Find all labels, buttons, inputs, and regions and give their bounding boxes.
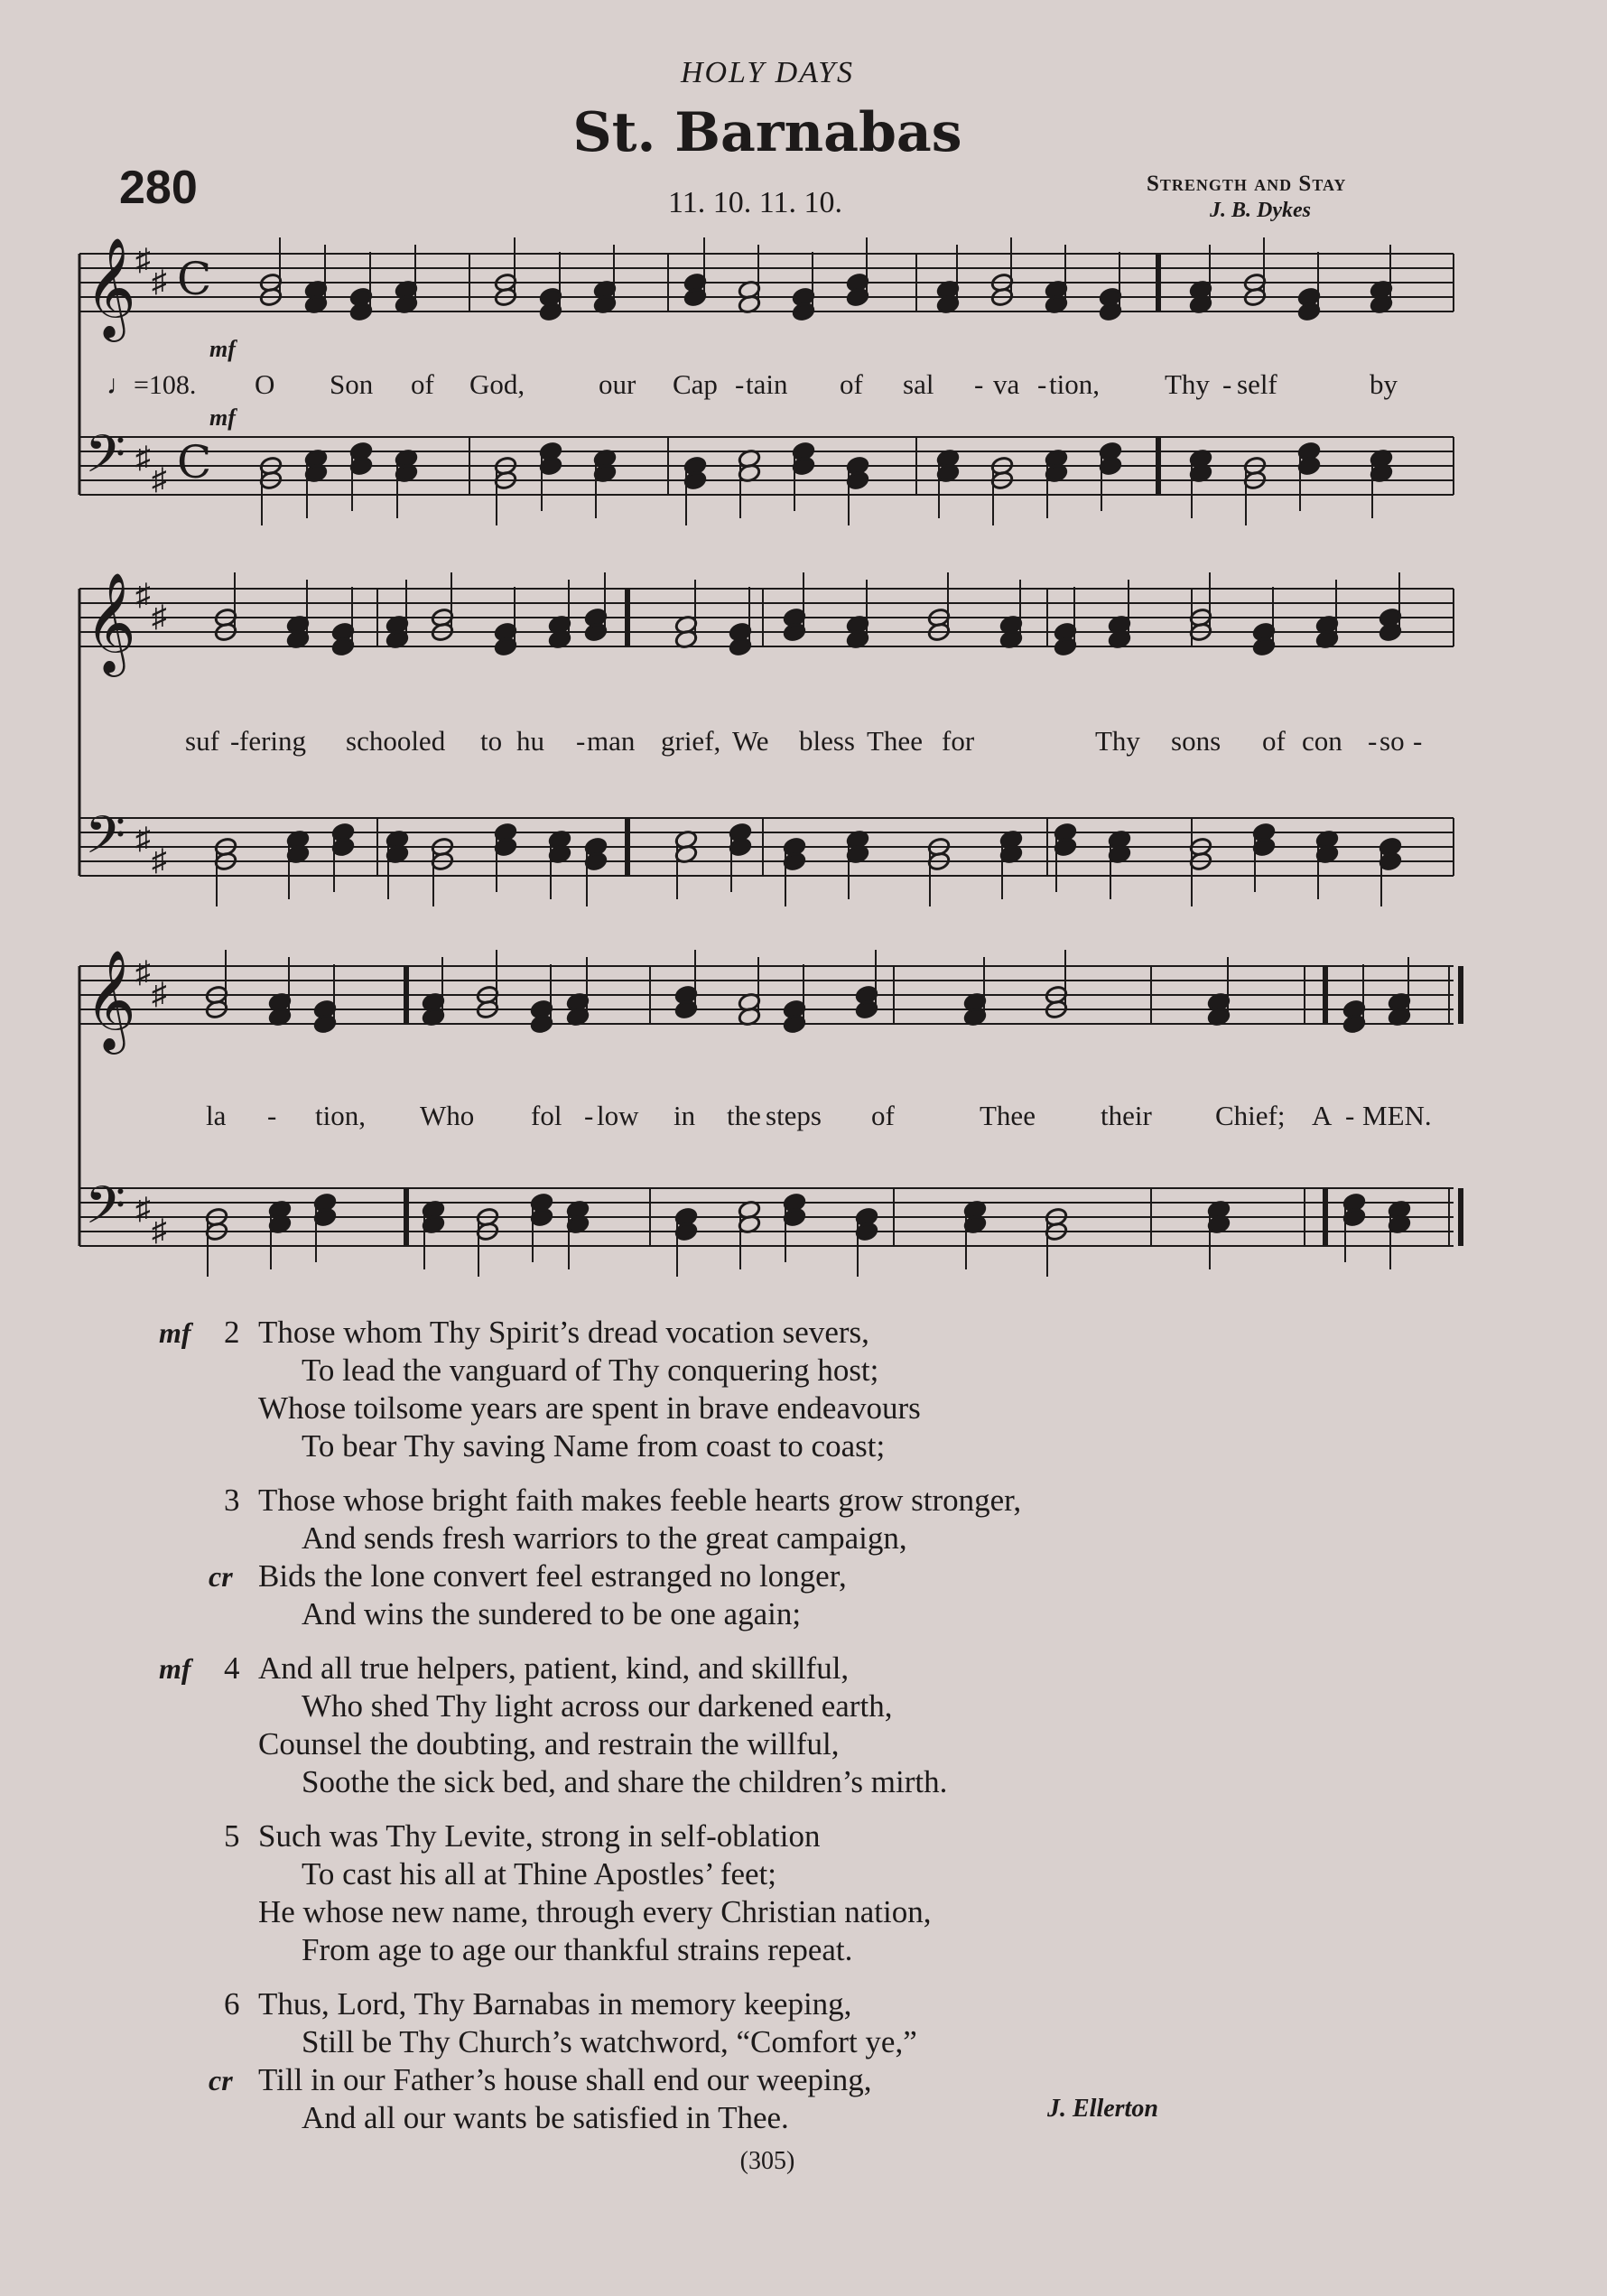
verse-line-text: Who shed Thy light across our darkened earth,	[302, 1688, 893, 1724]
lyric-syllable: of	[871, 1100, 895, 1131]
verse-line	[209, 1557, 1021, 1595]
lyric-syllable: steps	[766, 1100, 822, 1131]
section-title: HOLY DAYS	[680, 56, 855, 89]
lyric-syllable: MEN.	[1362, 1100, 1432, 1131]
lyric-syllable: con	[1302, 725, 1342, 757]
lyric-syllable: -	[1368, 725, 1378, 757]
dynamic-mf-bass: mf	[209, 404, 236, 431]
lyric-syllable: low	[597, 1100, 639, 1131]
lyric-syllable: fering	[239, 725, 307, 757]
verse	[159, 1650, 1021, 1801]
sharp-icon: ♯	[152, 265, 167, 299]
verse-line-text: Such was Thy Levite, strong in self-oblation	[258, 1818, 821, 1854]
lyric-syllable: Thee	[980, 1100, 1036, 1131]
verses	[159, 1314, 1022, 2153]
lyric-syllable: -	[584, 1100, 594, 1131]
author: J. Ellerton	[1047, 2095, 1158, 2123]
verse-line-text: He whose new name, through every Christian nation,	[258, 1894, 932, 1929]
lyric-syllable: O	[255, 368, 275, 400]
lyric-syllable: -	[735, 368, 745, 400]
verse-line	[224, 1817, 1021, 1855]
lyric-syllable: Cap	[673, 368, 718, 400]
lyric-syllable: of	[411, 368, 434, 400]
lyric-syllable: va	[993, 368, 1020, 400]
lyric-syllable: grief,	[661, 725, 721, 757]
hymn-title: St. Barnabas	[572, 101, 962, 164]
verse-line-text: Those whose bright faith makes feeble hearts grow stronger,	[258, 1483, 1022, 1518]
verse-number: 2	[224, 1315, 240, 1350]
lyric-syllable: Thee	[867, 725, 923, 757]
lyric-syllable: -	[576, 725, 586, 757]
lyric-syllable: the	[727, 1100, 761, 1131]
lyric-syllable: We	[732, 725, 769, 757]
common-time-icon: C	[177, 436, 212, 488]
sharp-icon: ♯	[135, 1193, 151, 1226]
hymn-meter: 11. 10. 11. 10.	[668, 186, 842, 219]
verse-line-text: Whose toilsome years are spent in brave endeavours	[258, 1390, 921, 1426]
verse-dynamic: mf	[159, 1652, 191, 1685]
bass-clef-icon: 𝄢	[85, 1175, 126, 1249]
lyric-syllable: their	[1101, 1100, 1152, 1131]
verse-line-dynamic: cr	[209, 2064, 233, 2096]
lyric-syllable: -	[230, 725, 240, 757]
verse-line-text: Still be Thy Church’s watchword, “Comfort ye,”	[302, 2024, 917, 2059]
verse-line-text: To lead the vanguard of Thy conquering host;	[302, 1353, 879, 1388]
verse	[209, 1985, 1021, 2137]
sharp-icon: ♯	[152, 844, 167, 878]
sharp-icon: ♯	[152, 1214, 167, 1248]
dynamic-mf-treble: mf	[209, 336, 236, 362]
sharp-icon: ♯	[135, 442, 151, 475]
lyric-syllable: la	[206, 1100, 227, 1131]
lyric-syllable: of	[840, 368, 863, 400]
verse-line	[224, 1482, 1022, 1520]
verse-line	[258, 1763, 1021, 1801]
verse-dynamic: mf	[159, 1316, 191, 1349]
sharp-icon: ♯	[135, 823, 151, 856]
lyric-syllable: tain	[746, 368, 788, 400]
verse-line	[224, 1985, 1021, 2023]
lyric-syllable: suf	[185, 725, 219, 757]
verse-line-text: From age to age our thankful strains repeat.	[302, 1932, 853, 1967]
bass-clef-icon: 𝄢	[85, 423, 126, 497]
lyric-syllable: -	[1413, 725, 1423, 757]
lyric-syllable: -	[1345, 1100, 1355, 1131]
verse-line	[258, 1390, 1021, 1427]
treble-clef-icon: 𝄞	[85, 237, 136, 338]
verse-line	[258, 2023, 1021, 2061]
lyric-syllable: God,	[469, 368, 525, 400]
verse-line	[258, 1352, 1021, 1390]
lyric-syllable: Who	[420, 1100, 475, 1131]
lyric-syllable: so	[1379, 725, 1405, 757]
verse-line-text: And wins the sundered to be one again;	[302, 1596, 802, 1631]
verse-line	[258, 1855, 1021, 1893]
lyric-syllable: for	[942, 725, 975, 757]
treble-clef-icon: 𝄞	[85, 949, 136, 1050]
lyric-syllable: sal	[903, 368, 934, 400]
lyric-syllable: in	[673, 1100, 696, 1131]
lyric-syllable: tion,	[1049, 368, 1100, 400]
lyric-syllable: Thy	[1165, 368, 1210, 400]
verse-line	[258, 1687, 1021, 1725]
verse-line	[159, 1650, 1021, 1687]
composer-name: J. B. Dykes	[1210, 199, 1311, 222]
lyric-syllable: -	[974, 368, 984, 400]
verse-line	[258, 1520, 1021, 1557]
lyric-syllable: schooled	[346, 725, 446, 757]
hymn-number: 280	[119, 162, 198, 214]
verse-line	[258, 1725, 1021, 1763]
lyric-syllable: Thy	[1095, 725, 1140, 757]
verse	[224, 1817, 1021, 1969]
lyric-syllable: tion,	[315, 1100, 366, 1131]
verse-line	[258, 1931, 1021, 1969]
sharp-icon: ♯	[152, 978, 167, 1011]
verse-number: 4	[224, 1650, 240, 1686]
lyric-syllable: to	[480, 725, 503, 757]
lyric-syllable: of	[1262, 725, 1286, 757]
verse-line-text: And all our wants be satisfied in Thee.	[302, 2100, 789, 2135]
verse-number: 3	[224, 1483, 240, 1518]
verse-line	[159, 1314, 1021, 1352]
lyric-syllable: -	[267, 1100, 277, 1131]
verse-line-text: And sends fresh warriors to the great campaign,	[302, 1520, 907, 1556]
verse-line-text: Thus, Lord, Thy Barnabas in memory keeping,	[258, 1986, 852, 2022]
verse-line	[209, 2061, 1021, 2099]
lyric-syllable: fol	[531, 1100, 562, 1131]
verse-line-dynamic: cr	[209, 1560, 233, 1593]
verse-line-text: And all true helpers, patient, kind, and skillful,	[258, 1650, 850, 1686]
verse-line-text: To bear Thy saving Name from coast to coast;	[302, 1428, 886, 1464]
verse-line-text: Till in our Father’s house shall end our weeping,	[258, 2062, 872, 2097]
verse	[209, 1482, 1022, 1633]
lyric-syllable: Chief;	[1215, 1100, 1286, 1131]
lyric-syllable: -	[1222, 368, 1232, 400]
bass-clef-icon: 𝄢	[85, 804, 126, 878]
verse-line	[258, 1427, 1021, 1465]
verse	[159, 1314, 1021, 1465]
verse-line	[258, 1893, 1021, 1931]
lyric-syllable: Son	[330, 368, 374, 400]
lyric-syllable: self	[1237, 368, 1277, 400]
sharp-icon: ♯	[135, 579, 151, 612]
verse-line-text: Bids the lone convert feel estranged no longer,	[258, 1558, 847, 1594]
sharp-icon: ♯	[152, 600, 167, 634]
verse-line-text: Those whom Thy Spirit’s dread vocation severs,	[258, 1315, 869, 1350]
lyric-syllable: man	[587, 725, 636, 757]
sharp-icon: ♯	[152, 463, 167, 497]
verse-number: 5	[224, 1818, 240, 1854]
lyric-syllable: bless	[799, 725, 855, 757]
lyric-syllable: A	[1312, 1100, 1333, 1131]
page-number: (305)	[739, 2147, 795, 2175]
treble-clef-icon: 𝄞	[85, 572, 136, 673]
sharp-icon: ♯	[135, 956, 151, 990]
verse-line-text: Soothe the sick bed, and share the children’s mirth.	[302, 1764, 948, 1799]
lyric-syllable: -	[1037, 368, 1047, 400]
tempo-marking: ♩=108.	[107, 370, 197, 400]
sharp-icon: ♯	[135, 244, 151, 277]
common-time-icon: C	[177, 253, 212, 305]
verse-line	[258, 1595, 1021, 1633]
verse-line-text: Counsel the doubting, and restrain the willful,	[258, 1726, 840, 1762]
tune-name: Strength and Stay	[1147, 172, 1347, 196]
verse-line	[258, 2099, 1021, 2137]
lyric-syllable: hu	[516, 725, 544, 757]
lyric-syllable: sons	[1171, 725, 1222, 757]
verse-number: 6	[224, 1986, 240, 2022]
lyric-syllable: by	[1370, 368, 1398, 400]
verse-line-text: To cast his all at Thine Apostles’ feet;	[302, 1856, 776, 1892]
lyric-syllable: our	[599, 368, 636, 400]
